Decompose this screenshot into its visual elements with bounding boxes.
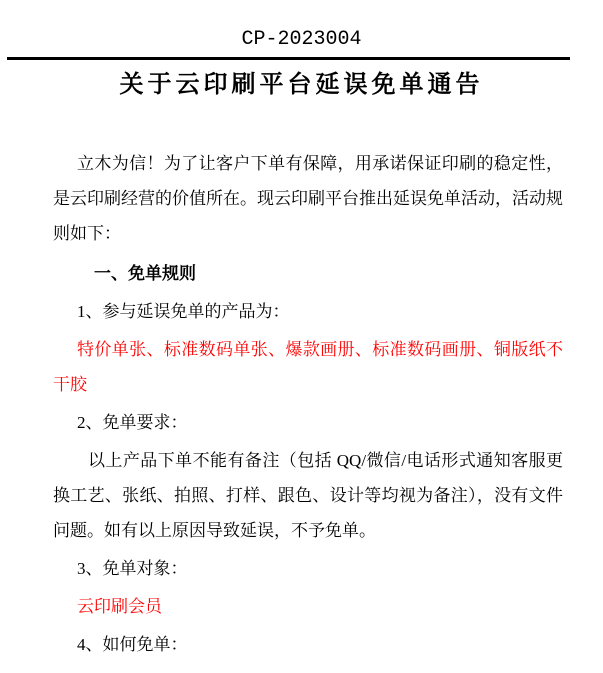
- rule3-target: 云印刷会员: [77, 597, 162, 616]
- doc-title: 关于云印刷平台延误免单通告: [119, 72, 484, 98]
- section-heading-rules: 一、免单规则: [94, 264, 196, 283]
- rule2-label: 2、免单要求：: [77, 413, 188, 432]
- rule1-label: 1、参与延误免单的产品为：: [77, 302, 290, 321]
- rule1-product-list: 特价单张、标准数码单张、爆款画册、标准数码画册、铜版纸不干胶: [53, 340, 563, 394]
- doc-number: CP-2023004: [241, 28, 362, 51]
- header-rule-divider: [7, 57, 570, 60]
- rule3-label: 3、免单对象：: [77, 559, 188, 578]
- intro-paragraph: 立木为信！为了让客户下单有保障，用承诺保证印刷的稳定性，是云印刷经营的价值所在。现云印刷平台推出延误免单活动，活动规则如下：: [53, 154, 563, 243]
- rule2-detail: 以上产品下单不能有备注（包括 QQ/微信/电话形式通知客服更换工艺、张纸、拍照、打样、跟色、设计等均视为备注），没有文件问题。如有以上原因导致延误，不予免单。: [53, 451, 563, 540]
- doc-body: [0, 146, 563, 662]
- rule4-label: 4、如何免单：: [77, 635, 188, 654]
